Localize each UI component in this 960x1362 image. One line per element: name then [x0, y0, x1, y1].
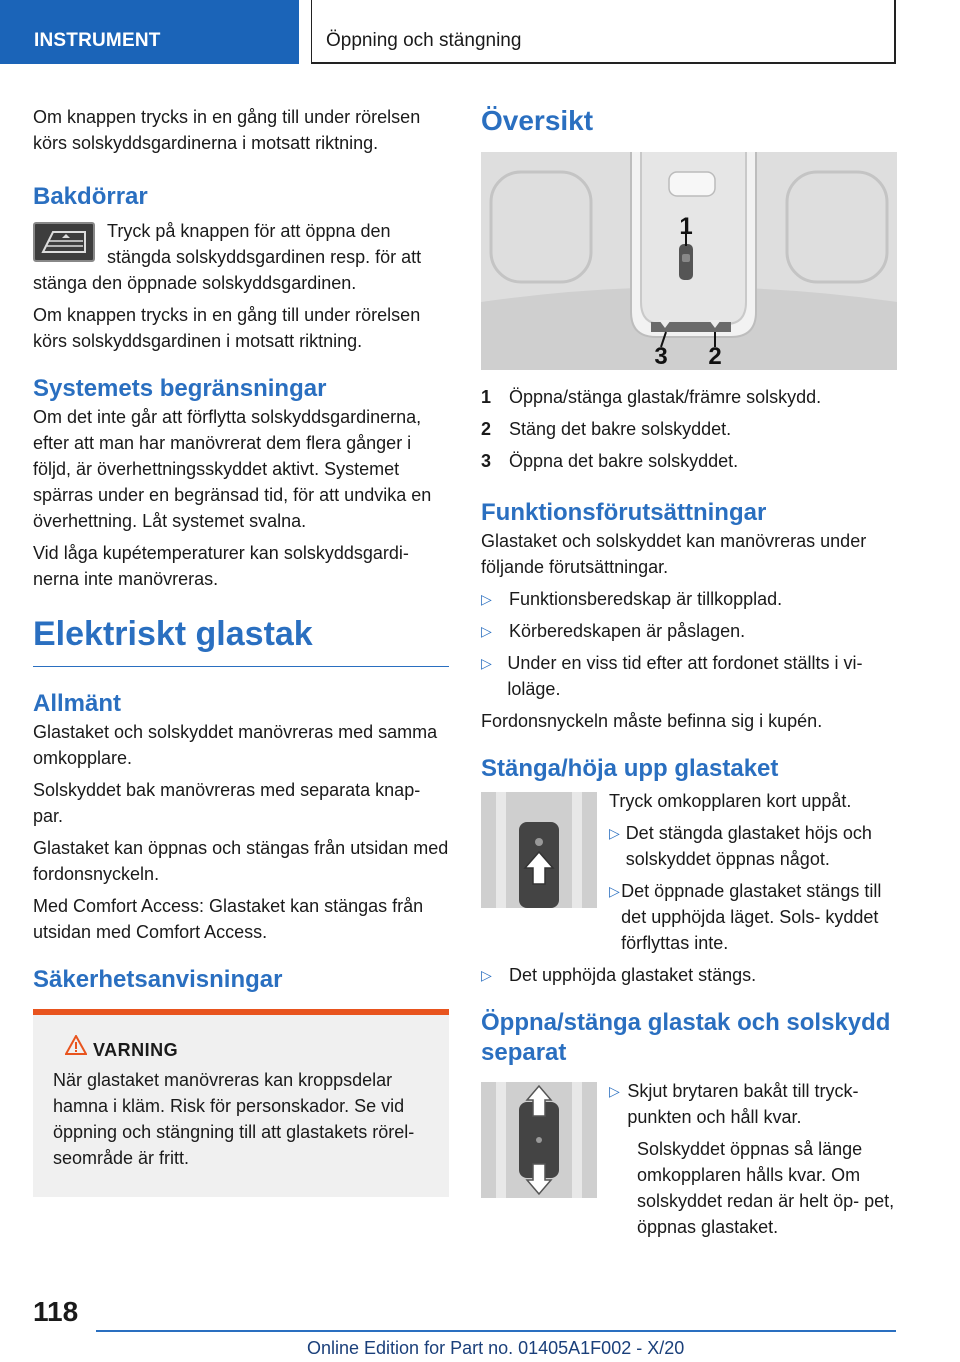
list-item: ▷ Körberedskapen är påslagen.: [481, 618, 897, 644]
list-item: ▷ Det upphöjda glastaket stängs.: [481, 962, 897, 988]
left-column: [33, 104, 449, 1197]
triangle-bullet-icon: ▷: [481, 967, 492, 983]
st-paragraph-1: Tryck omkopplaren kort uppåt.: [609, 791, 852, 811]
switch-push-up-illustration: [481, 792, 597, 908]
heading-stanga-hoja: Stänga/höja upp glastaket: [481, 755, 779, 782]
heading-elektriskt-glastak: Elektriskt glastak: [33, 614, 449, 667]
figure-label-2: 2: [708, 343, 722, 370]
section-tab: INSTRUMENT: [0, 0, 299, 64]
heading-allmant: Allmänt: [33, 690, 122, 717]
triangle-bullet-icon: ▷: [609, 883, 620, 899]
figure-label-1: 1: [679, 213, 693, 240]
bak-paragraph-2: Om knappen trycks in en gång till under rörelsen körs solskyddsgardinen i motsatt riktning.: [33, 305, 421, 351]
switch-slide-illustration: [481, 1082, 597, 1198]
allm-paragraph-2: Solskyddet bak manövreras med separata knap- par.: [33, 780, 421, 826]
footer-edition: Online Edition for Part no. 01405A1F002 - X/20: [307, 1338, 685, 1358]
list-item: ▷ Det stängda glastaket höjs och solskyddet öppnas något.: [609, 820, 897, 872]
st-bullet-list-2: [481, 962, 897, 988]
allm-paragraph-4: Med Comfort Access: Glastaket kan stängas från utsidan med Comfort Access.: [33, 896, 424, 942]
sys-paragraph-1: Om det inte går att förflytta solskyddsgardinerna, efter att man har manövrerat dem flera gånger i följd, är överhettningsskyddet aktivt. Systemet spärras under en begränsad tid, för att undvika en överhettning. Låt systemet svalna.: [33, 407, 432, 531]
list-item: ▷ Skjut brytaren bakåt till tryck- punkten och håll kvar.: [609, 1078, 897, 1130]
sys-paragraph-2: Vid låga kupétemperaturer kan solskyddsgardi- nerna inte manövreras.: [33, 543, 409, 589]
intro-paragraph: Om knappen trycks in en gång till under rörelsen körs solskyddsgardinerna i motsatt riktning.: [33, 107, 421, 153]
list-item: ▷ Under en viss tid efter att fordonet ställts i vi- loläge.: [481, 650, 897, 702]
legend-item: 2 Stäng det bakre solskyddet.: [481, 419, 732, 439]
heading-oversikt: Översikt: [481, 105, 594, 136]
bak-paragraph-1: Tryck på knappen för att öppna den stängda solskyddsgardinen resp. för att stänga den öppnade solskyddsgardinen.: [33, 221, 422, 293]
heading-oppna-stanga-separat: Öppna/stänga glastak och solskydd separat: [481, 1009, 891, 1066]
allm-paragraph-1: Glastaket och solskyddet manövreras med samma omkopplare.: [33, 722, 438, 768]
warning-title: VARNING: [53, 1037, 429, 1063]
warning-text: När glastaket manövreras kan kroppsdelar hamna i kläm. Risk för personskador. Se vid öppning och stängning till att glastakets rörel- seområde är fritt.: [53, 1070, 415, 1168]
warning-triangle-icon: [65, 1035, 87, 1055]
legend-item: 1 Öppna/stänga glastak/främre solskydd.: [481, 387, 822, 407]
triangle-bullet-icon: ▷: [609, 825, 620, 841]
triangle-bullet-icon: ▷: [481, 655, 492, 671]
page-number: 118: [33, 1296, 79, 1327]
list-item: ▷ Funktionsberedskap är tillkopplad.: [481, 586, 897, 612]
triangle-bullet-icon: ▷: [481, 591, 492, 607]
triangle-bullet-icon: ▷: [609, 1083, 620, 1099]
heading-systemets-begransningar: Systemets begränsningar: [33, 375, 327, 402]
fn-bullet-list: [481, 586, 897, 702]
warning-box: [33, 1009, 449, 1197]
op-paragraph-1: Solskyddet öppnas så länge omkopplaren hålls kvar. Om solskyddet redan är helt öp- pet, öppnas glastaket.: [637, 1139, 895, 1237]
figure-label-3: 3: [654, 343, 668, 370]
heading-bakdorrar: Bakdörrar: [33, 183, 148, 210]
heading-funktionsforutsattningar: Funktionsförutsättningar: [481, 499, 767, 526]
footer-divider: [96, 1330, 896, 1332]
roof-console-illustration: [481, 152, 897, 370]
triangle-bullet-icon: ▷: [481, 623, 492, 639]
right-column: [481, 104, 897, 1246]
allm-paragraph-3: Glastaket kan öppnas och stängas från utsidan med fordonsnyckeln.: [33, 838, 449, 884]
rear-blind-button-icon: [33, 222, 95, 262]
list-item: ▷ Det öppnade glastaket stängs till det upphöjda läget. Sols- kyddet förflyttas inte.: [609, 878, 897, 956]
legend-item: 3 Öppna det bakre solskyddet.: [481, 451, 739, 471]
fn-paragraph-2: Fordonsnyckeln måste befinna sig i kupén.: [481, 711, 823, 731]
legend-list: [481, 384, 897, 474]
heading-sakerhetsanvisningar: Säkerhetsanvisningar: [33, 966, 283, 993]
fn-paragraph-1: Glastaket och solskyddet kan manövreras under följande förutsättningar.: [481, 531, 867, 577]
chapter-title: Öppning och stängning: [311, 0, 896, 64]
